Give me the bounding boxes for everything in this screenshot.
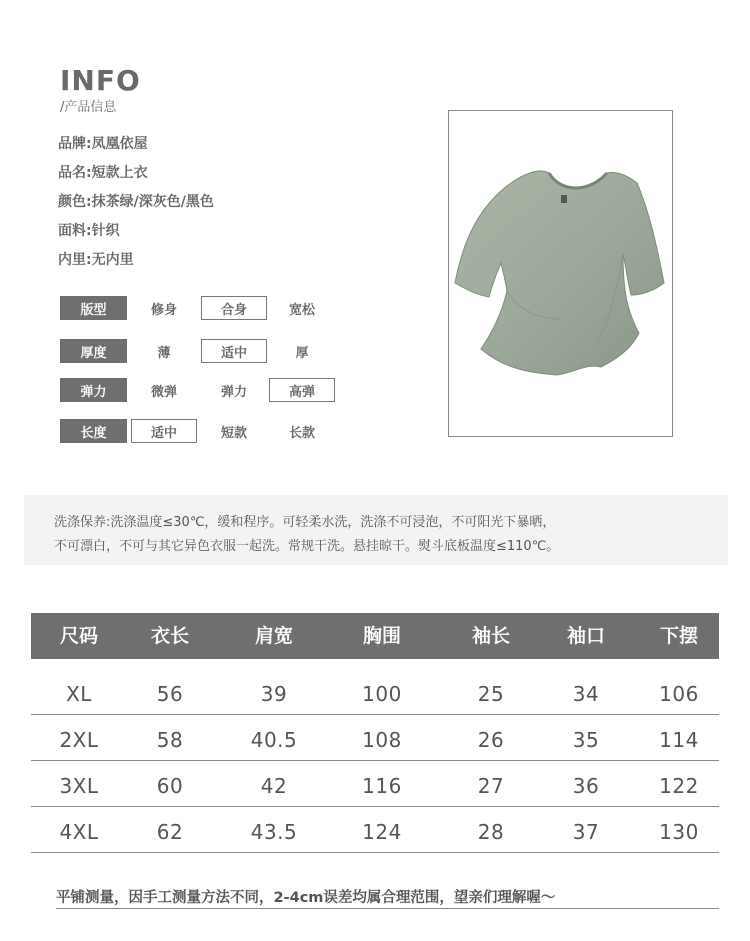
size-table-header xyxy=(31,613,719,659)
attr-option-selected: 适中 xyxy=(201,339,267,363)
table-cell: 116 xyxy=(362,774,402,798)
attr-option-selected: 高弹 xyxy=(269,378,335,402)
table-row xyxy=(31,669,719,715)
product-photo-frame xyxy=(448,110,673,437)
measurement-note: 平铺测量，因手工测量方法不同，2-4cm误差均属合理范围，望亲们理解喔～ xyxy=(56,890,556,906)
attr-label: 长度 xyxy=(60,419,127,443)
attr-option-selected: 适中 xyxy=(131,419,197,443)
table-cell: 39 xyxy=(260,682,288,706)
attr-row-fit xyxy=(60,296,350,320)
table-cell: 28 xyxy=(477,820,505,844)
table-row xyxy=(31,807,719,853)
table-cell: 130 xyxy=(659,820,699,844)
table-cell: 2XL xyxy=(59,728,99,752)
spec-name: 品名:短款上衣 xyxy=(58,165,148,181)
attr-label: 版型 xyxy=(60,296,127,320)
attr-label: 弹力 xyxy=(60,378,127,402)
table-cell: 62 xyxy=(156,820,184,844)
tshirt-photo xyxy=(449,111,674,438)
care-instructions xyxy=(24,495,728,565)
attr-label: 厚度 xyxy=(60,339,127,363)
spec-fabric: 面料:针织 xyxy=(58,223,120,239)
table-cell: 108 xyxy=(362,728,402,752)
attr-option: 长款 xyxy=(288,425,315,441)
spec-color: 颜色:抹茶绿/深灰色/黑色 xyxy=(58,194,214,210)
header-cell-cuff: 袖口 xyxy=(566,625,606,647)
table-row xyxy=(31,715,719,761)
attr-option: 宽松 xyxy=(288,302,315,318)
table-cell: 56 xyxy=(156,682,184,706)
header-cell-chest: 胸围 xyxy=(362,625,402,647)
table-cell: 60 xyxy=(156,774,184,798)
care-line-2: 不可漂白，不可与其它异色衣服一起洗。常规干洗。悬挂晾干。熨斗底板温度≤110℃。 xyxy=(54,539,560,554)
attr-option: 修身 xyxy=(150,302,177,318)
info-title: INFO xyxy=(60,64,141,97)
header-cell-shoulder: 肩宽 xyxy=(254,625,294,647)
attr-option: 弹力 xyxy=(220,384,247,400)
table-cell: 122 xyxy=(659,774,699,798)
table-cell: 25 xyxy=(477,682,505,706)
table-cell: 58 xyxy=(156,728,184,752)
divider xyxy=(56,908,719,909)
table-cell: 37 xyxy=(572,820,600,844)
header-cell-size: 尺码 xyxy=(59,625,99,647)
table-cell: 26 xyxy=(477,728,505,752)
table-cell: 42 xyxy=(260,774,288,798)
spec-brand: 品牌:凤凰依屋 xyxy=(58,136,148,152)
table-cell: XL xyxy=(66,682,92,706)
attr-row-length xyxy=(60,419,350,443)
table-cell: 43.5 xyxy=(250,820,298,844)
attr-row-thickness xyxy=(60,339,350,363)
table-cell: 100 xyxy=(362,682,402,706)
table-cell: 3XL xyxy=(59,774,99,798)
header-cell-length: 衣长 xyxy=(150,625,190,647)
attr-option: 微弹 xyxy=(150,384,177,400)
header-cell-sleeve: 袖长 xyxy=(471,625,511,647)
attr-option: 薄 xyxy=(157,345,171,361)
table-row xyxy=(31,761,719,807)
attr-option-selected: 合身 xyxy=(201,296,267,320)
table-cell: 36 xyxy=(572,774,600,798)
attr-option: 厚 xyxy=(295,345,309,361)
header-cell-hem: 下摆 xyxy=(659,625,699,647)
table-cell: 34 xyxy=(572,682,600,706)
table-cell: 106 xyxy=(659,682,699,706)
care-line-1: 洗涤保养:洗涤温度≤30℃，缓和程序。可轻柔水洗，洗涤不可浸泡，不可阳光下暴晒， xyxy=(54,515,556,530)
table-cell: 124 xyxy=(362,820,402,844)
table-cell: 4XL xyxy=(59,820,99,844)
spec-lining: 内里:无内里 xyxy=(58,252,134,268)
attr-row-elasticity xyxy=(60,378,350,402)
table-cell: 40.5 xyxy=(250,728,298,752)
table-cell: 35 xyxy=(572,728,600,752)
info-subtitle: /产品信息 xyxy=(60,100,117,115)
attr-option: 短款 xyxy=(220,425,247,441)
table-cell: 114 xyxy=(659,728,699,752)
table-cell: 27 xyxy=(477,774,505,798)
